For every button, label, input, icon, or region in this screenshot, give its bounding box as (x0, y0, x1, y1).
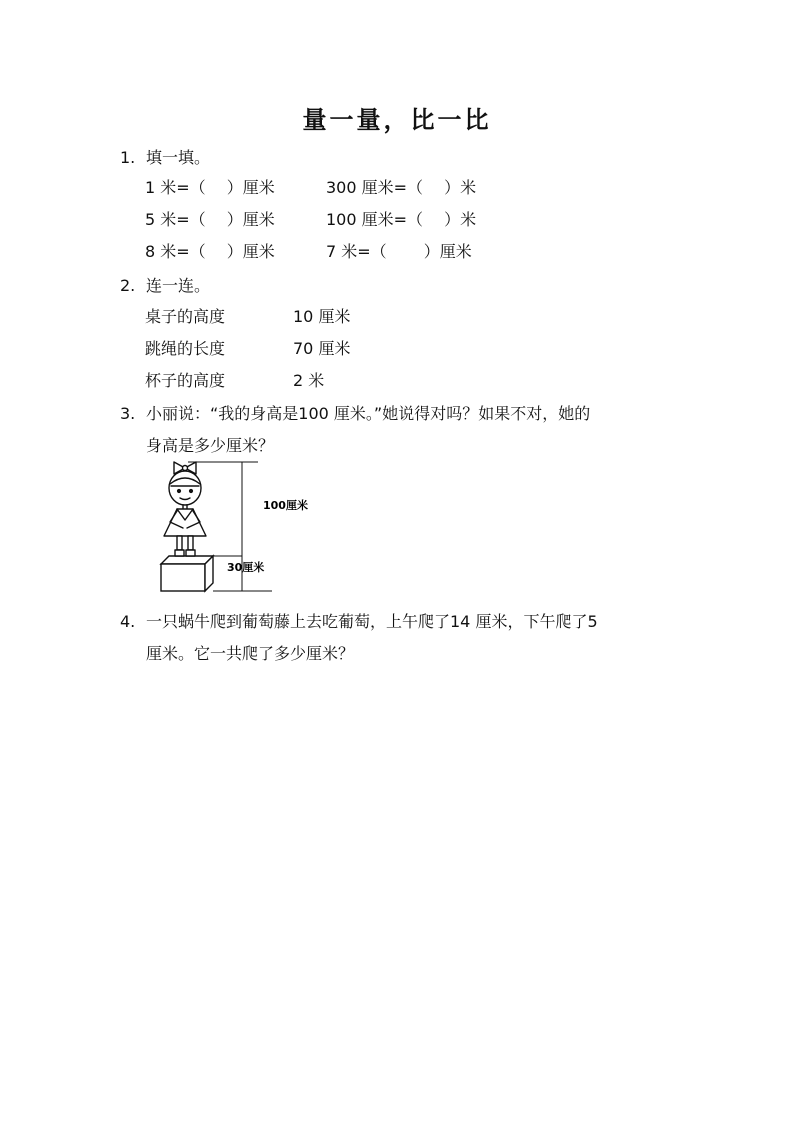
match-left: 杯子的高度 (145, 371, 226, 390)
box-drawing (161, 556, 213, 591)
question-text: 一只蜗牛爬到葡萄藤上去吃葡萄，上午爬了14 厘米，下午爬了5 (146, 612, 598, 631)
height-label-top: 100厘米 (263, 499, 308, 512)
match-left: 跳绳的长度 (145, 339, 226, 358)
question-3 (120, 404, 590, 424)
question-text: 填一填。 (146, 148, 211, 167)
question-1 (120, 148, 210, 168)
page-title: 量一量，比一比 (302, 105, 492, 134)
match-right: 2 米 (293, 371, 325, 390)
fill-item: 1 米=（ ）厘米 (145, 178, 275, 197)
height-label-bottom: 30厘米 (227, 561, 265, 574)
question-number: 3. (120, 404, 136, 423)
question-text: 小丽说：“我的身高是100 厘米。”她说得对吗？如果不对，她的 (146, 404, 591, 423)
question-text: 连一连。 (146, 276, 211, 295)
girl-drawing (164, 462, 206, 556)
fill-item: 7 米=（ ）厘米 (326, 242, 472, 261)
question-number: 1. (120, 148, 136, 167)
match-right: 10 厘米 (293, 307, 351, 326)
girl-height-figure (150, 460, 350, 600)
match-right: 70 厘米 (293, 339, 351, 358)
question-text-continued: 厘米。它一共爬了多少厘米？ (146, 644, 355, 663)
question-4 (120, 612, 598, 632)
fill-item: 5 米=（ ）厘米 (145, 210, 275, 229)
question-text-continued: 身高是多少厘米？ (146, 436, 275, 455)
question-number: 4. (120, 612, 136, 631)
fill-item: 300 厘米=（ ）米 (326, 178, 477, 197)
fill-item: 8 米=（ ）厘米 (145, 242, 275, 261)
question-number: 2. (120, 276, 136, 295)
question-2 (120, 276, 210, 296)
fill-item: 100 厘米=（ ）米 (326, 210, 477, 229)
match-left: 桌子的高度 (145, 307, 226, 326)
